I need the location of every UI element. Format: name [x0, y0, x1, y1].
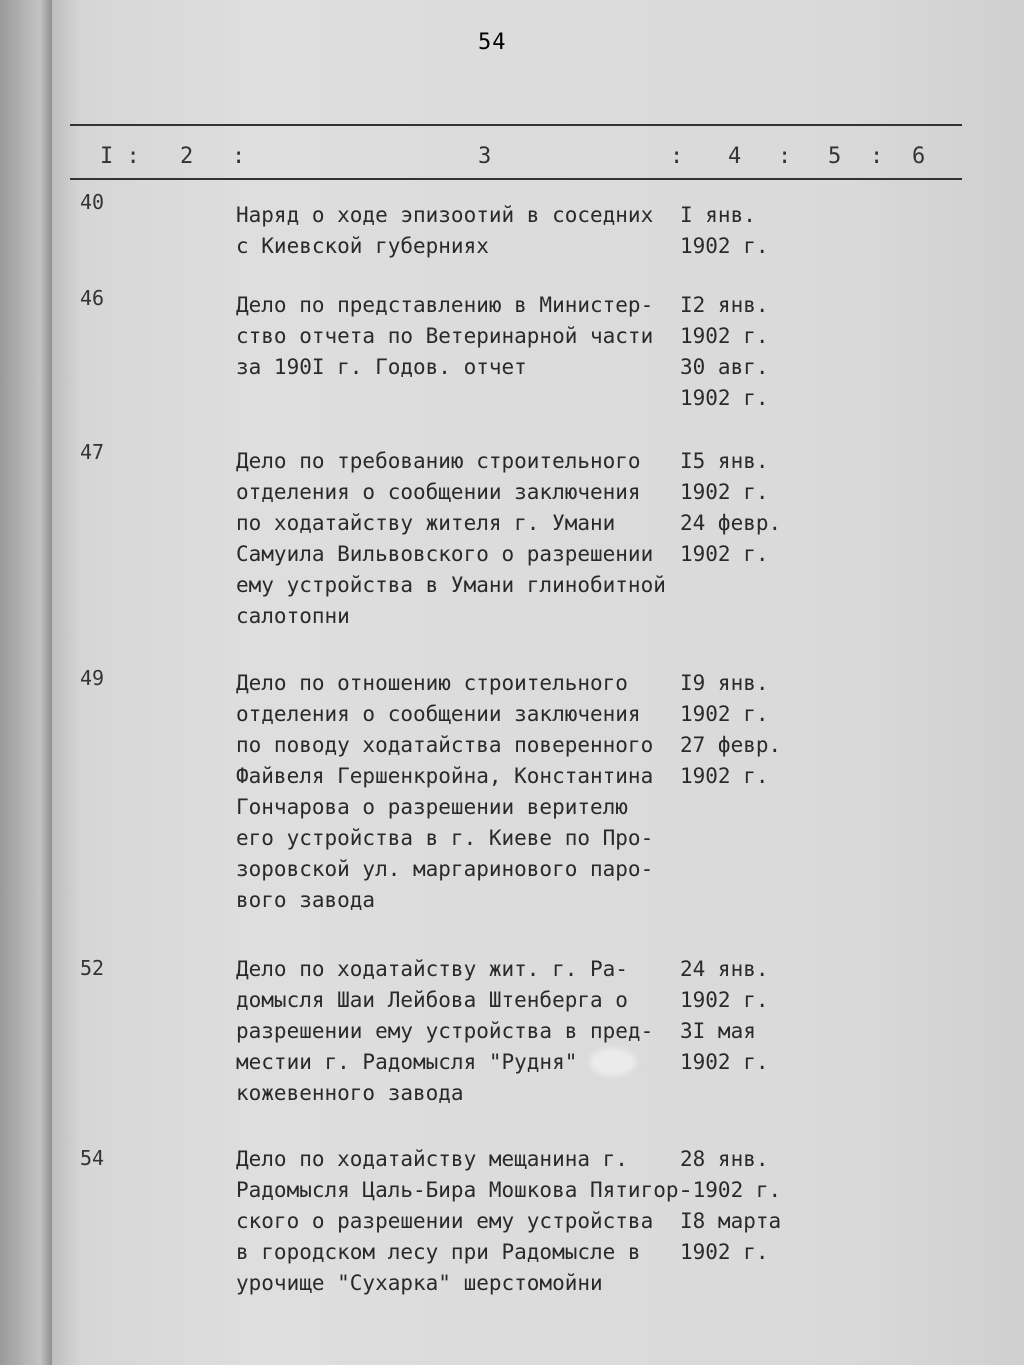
entry-description: Дело по ходатайству мещанина г. Радомысля Цаль-Бира Мошкова Пятигор- ского о разрешении ему устройства в городском лесу при Радомысле в урочище "Сухарка" шерстомойни — [236, 1147, 692, 1295]
column-header-3: 3 — [478, 144, 492, 169]
column-separator: : — [778, 144, 792, 169]
entry-dates: I2 янв. 1902 г. 30 авг. 1902 г. — [680, 293, 769, 410]
entry-description: Дело по представлению в Министер- ство отчета по Ветеринарной части за 190I г. Годов. отчет — [236, 293, 654, 379]
header-rule-top — [70, 124, 962, 126]
entry-dates: 28 янв. -1902 г. I8 марта 1902 г. — [680, 1147, 782, 1264]
entry-dates: 24 янв. 1902 г. 3I мая 1902 г. — [680, 957, 769, 1074]
entry-number: 49 — [80, 666, 105, 690]
entry-dates: I янв. 1902 г. — [680, 203, 769, 258]
entry-description: Дело по ходатайству жит. г. Ра- домысля Шаи Лейбова Штенберга о разрешении ему устройства в пред- местии г. Радомысля "Рудня" кожевенного завода — [236, 957, 654, 1105]
column-header-4: 4 — [728, 144, 742, 169]
column-header-6: 6 — [912, 144, 926, 169]
entry-number: 40 — [80, 190, 105, 214]
entry-number: 46 — [80, 286, 105, 310]
entry-description: Дело по требованию строительного отделения о сообщении заключения по ходатайству жителя г. Умани Самуила Вильвовского о разрешении ему устройства в Умани глинобитной салотопни — [236, 449, 666, 628]
paper-smudge — [590, 1048, 636, 1076]
page-number: 54 — [478, 30, 507, 55]
entry-description: Дело по отношению строительного отделения о сообщении заключения по поводу ходатайства поверенного Файвеля Гершенкройна, Константина Гончарова о разрешении верителю его устройства в г. Киеве по Про- зоровской ул. маргаринового паро- вого завода — [236, 671, 654, 912]
entry-number: 52 — [80, 956, 105, 980]
column-header-5: 5 — [828, 144, 842, 169]
entry-description: Наряд о ходе эпизоотий в соседних с Киевской губерниях — [236, 203, 654, 258]
entry-number: 47 — [80, 440, 105, 464]
column-separator: : — [232, 144, 246, 169]
entry-dates: I5 янв. 1902 г. 24 февр. 1902 г. — [680, 449, 782, 566]
column-header-2: 2 — [180, 144, 194, 169]
header-rule-bottom — [70, 178, 962, 180]
column-separator: : — [870, 144, 884, 169]
entry-dates: I9 янв. 1902 г. 27 февр. 1902 г. — [680, 671, 782, 788]
book-spine — [0, 0, 52, 1365]
column-header-1: I : — [100, 144, 140, 169]
entry-number: 54 — [80, 1146, 105, 1170]
column-separator: : — [670, 144, 684, 169]
